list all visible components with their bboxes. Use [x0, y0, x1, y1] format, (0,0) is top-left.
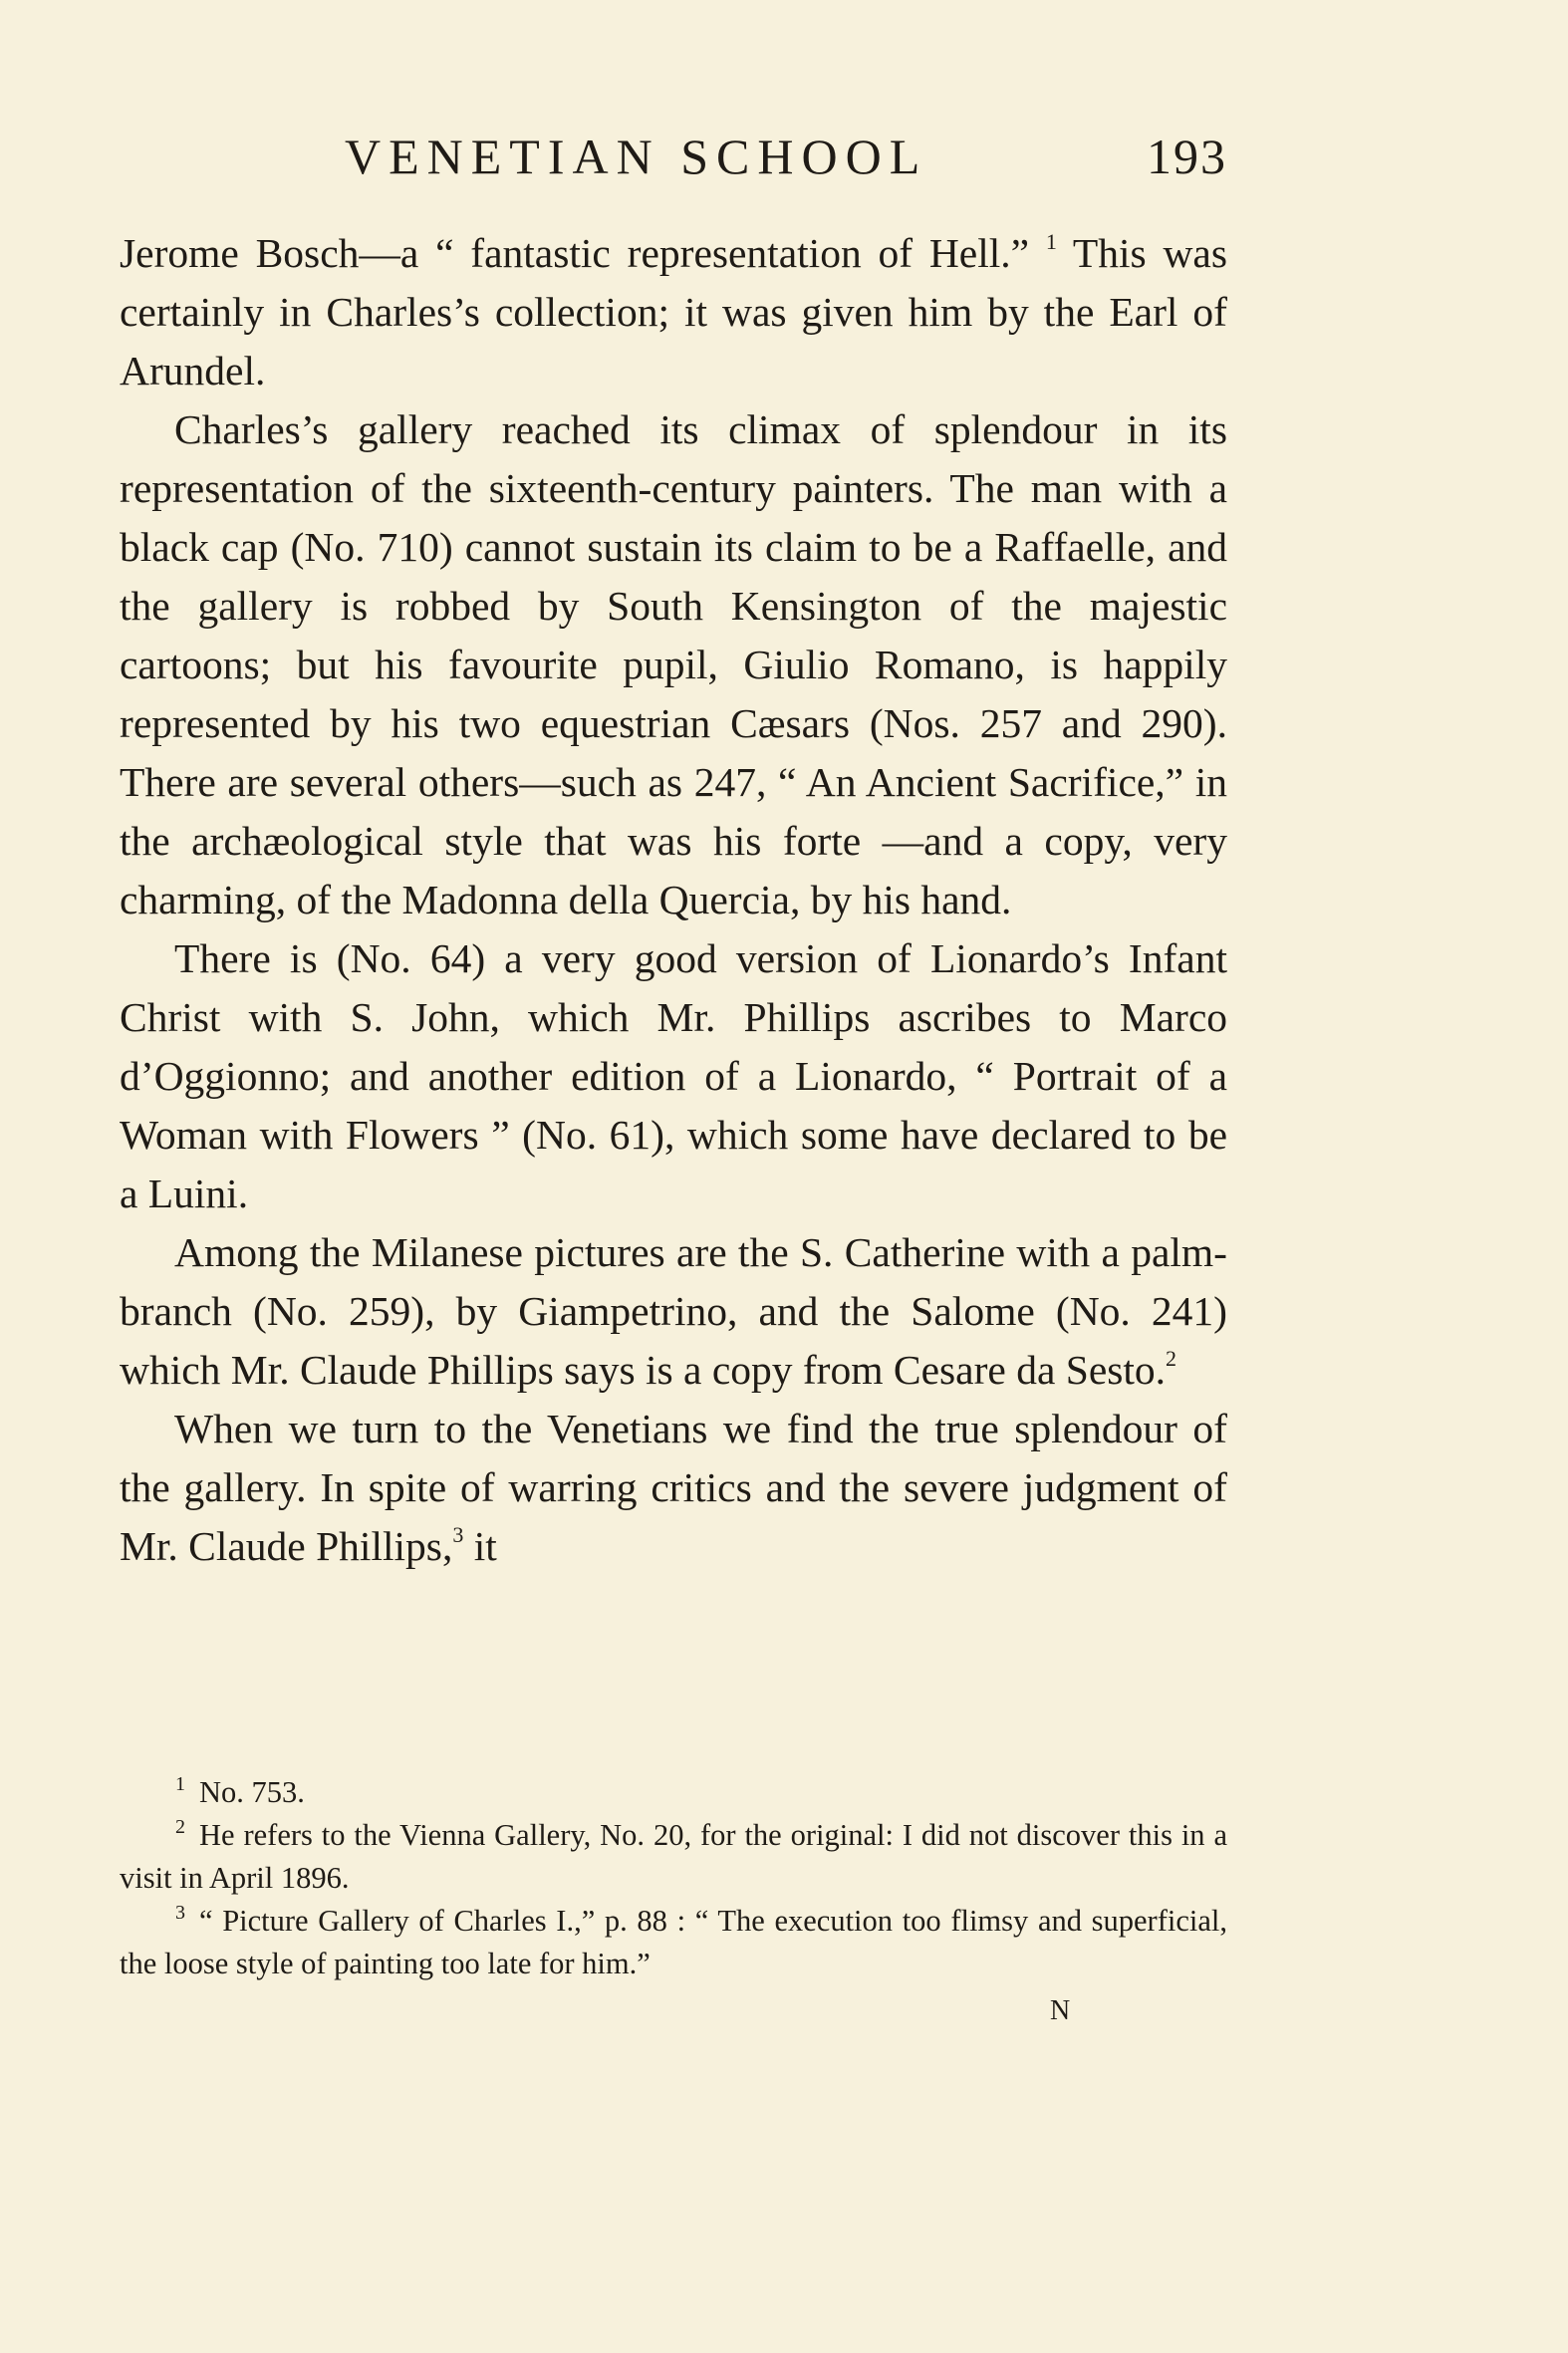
- footnote-mark: 3: [175, 1902, 185, 1924]
- text-run: When we turn to the Venetians we find the true splendour of the gallery. In spite of warring critics and the severe judgment of Mr. Claude Phillips,: [120, 1406, 1227, 1569]
- footnote: [120, 1900, 1227, 1985]
- page-number: 193: [1147, 129, 1227, 184]
- footnote-mark: 2: [175, 1816, 185, 1838]
- text-run: it: [463, 1523, 497, 1569]
- footnote-mark: 1: [175, 1773, 185, 1795]
- footnote: [120, 1771, 1227, 1814]
- text-run: This was certainly in Charles’s collection; it was given him by the Earl of Arundel.: [120, 230, 1227, 393]
- paragraph: [120, 929, 1227, 1223]
- signature-mark: N: [1050, 1995, 1072, 2026]
- running-title: VENETIAN SCHOOL: [345, 129, 928, 184]
- paragraph: [120, 1223, 1227, 1400]
- text-run: There is (No. 64) a very good version of Lionardo’s Infant Christ with S. John, which Mr. Phillips ascribes to Marco d’Oggionno; and another edition of a Lionardo, “ Portrait of a Woman with Flowers ” (No. 61), which some have declared to be a Luini.: [120, 935, 1227, 1216]
- footnote-text: “ Picture Gallery of Charles I.,” p. 88 : “ The execution too flimsy and superficial, the loose style of painting too late for him.”: [120, 1904, 1227, 1980]
- text-run: Among the Milanese pictures are the S. Catherine with a palm-branch (No. 259), by Giampetrino, and the Salome (No. 241) which Mr. Claude Phillips says is a copy from Cesare da Sesto.: [120, 1229, 1227, 1393]
- paragraph: [120, 400, 1227, 929]
- paragraph: [120, 1400, 1227, 1576]
- running-head: [120, 128, 1227, 197]
- text-run: Charles’s gallery reached its climax of splendour in its representation of the sixteenth-century painters. The man with a black cap (No. 710) cannot sustain its claim to be a Raffaelle, and the gallery is robbed by South Kensington of the majestic cartoons; but his favourite pupil, Giulio Romano, is happily represented by his two equestrian Cæsars (Nos. 257 and 290). There are several others—such as 247, “ An Ancient Sacrifice,” in the archæological style that was his forte —and a copy, very charming, of the Madonna della Quercia, by his hand.: [120, 406, 1227, 922]
- paragraph: [120, 224, 1227, 400]
- footnote-ref: 2: [1166, 1346, 1177, 1371]
- text-run: Jerome Bosch—a “ fantastic representation of Hell.”: [120, 230, 1046, 276]
- footnotes: [120, 1771, 1227, 1985]
- body-text: [120, 224, 1227, 1576]
- footnote-ref: 3: [452, 1522, 464, 1547]
- footnote-ref: 1: [1045, 229, 1057, 254]
- footnote-text: No. 753.: [199, 1775, 305, 1809]
- footnote: [120, 1814, 1227, 1900]
- footnote-text: He refers to the Vienna Gallery, No. 20, for the original: I did not discover this in a visit in April 1896.: [120, 1818, 1227, 1895]
